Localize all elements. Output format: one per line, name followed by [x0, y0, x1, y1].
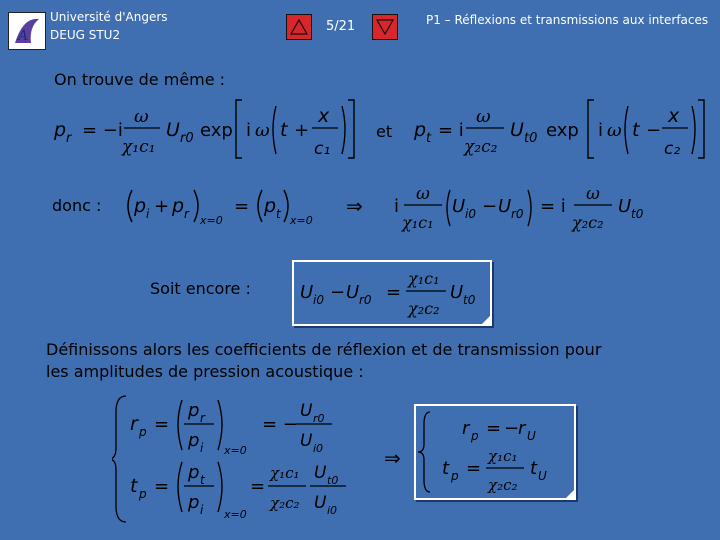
- svg-text:U: U: [452, 196, 466, 217]
- equation-pt: [412, 96, 712, 170]
- equation-pr: [52, 96, 362, 170]
- course-name: DEUG STU2: [50, 28, 121, 42]
- svg-text:= i: = i: [438, 120, 464, 141]
- svg-text:t: t: [530, 458, 538, 479]
- svg-text:i: i: [200, 441, 204, 455]
- implies-arrow: ⇒: [346, 194, 363, 218]
- svg-text:=: =: [386, 282, 402, 303]
- svg-text:−: −: [482, 196, 498, 217]
- svg-text:χ₁c₁: χ₁c₁: [488, 447, 518, 465]
- svg-text:p: p: [414, 119, 427, 141]
- svg-text:χ₂c₂: χ₂c₂: [488, 476, 518, 494]
- svg-text:U: U: [538, 469, 547, 483]
- svg-text:U: U: [450, 282, 464, 303]
- svg-text:i: i: [246, 120, 252, 141]
- svg-text:r: r: [200, 411, 205, 425]
- svg-text:U: U: [346, 282, 360, 303]
- svg-text:=: =: [250, 476, 266, 497]
- svg-text:t0: t0: [631, 207, 644, 221]
- svg-text:p: p: [188, 462, 200, 483]
- svg-text:i: i: [394, 196, 400, 217]
- svg-text:t0: t0: [327, 474, 339, 487]
- svg-text:t: t: [426, 131, 432, 146]
- page-fold-corner: [480, 314, 492, 326]
- svg-text:A: A: [18, 28, 29, 44]
- svg-text:=: =: [466, 458, 482, 479]
- svg-text:exp: exp: [546, 120, 579, 141]
- svg-text:r: r: [518, 418, 526, 439]
- svg-text:χ₂c₂: χ₂c₂: [408, 299, 440, 318]
- svg-text:=: =: [154, 476, 170, 497]
- svg-text:t: t: [442, 458, 450, 479]
- svg-text:ω: ω: [607, 120, 622, 141]
- svg-text:χ₂c₂: χ₂c₂: [464, 137, 498, 157]
- svg-text:ω: ω: [134, 106, 149, 127]
- svg-text:χ₁c₁: χ₁c₁: [402, 213, 434, 232]
- svg-text:p: p: [139, 487, 147, 501]
- svg-text:+: +: [154, 196, 170, 217]
- svg-text:ω: ω: [416, 184, 430, 204]
- svg-text:i0: i0: [313, 293, 324, 307]
- svg-text:r: r: [462, 418, 470, 439]
- svg-text:c₂: c₂: [664, 139, 681, 159]
- svg-text:U: U: [300, 431, 313, 451]
- svg-text:x: x: [318, 105, 330, 127]
- svg-text:t: t: [130, 475, 138, 497]
- svg-text:x=0: x=0: [224, 444, 247, 457]
- svg-text:r0: r0: [313, 412, 325, 425]
- svg-text:p: p: [471, 429, 479, 443]
- svg-text:p: p: [134, 195, 147, 217]
- svg-text:t: t: [200, 473, 205, 487]
- svg-text:p: p: [188, 430, 200, 451]
- svg-text:p: p: [139, 425, 147, 439]
- donc-text: donc :: [52, 196, 102, 215]
- svg-text:r0: r0: [180, 131, 194, 146]
- svg-text:+: +: [294, 120, 310, 141]
- svg-text:p: p: [188, 492, 200, 513]
- svg-text:r: r: [130, 413, 138, 435]
- equation-continuity: [122, 184, 322, 234]
- svg-text:x: x: [668, 105, 680, 127]
- svg-text:p: p: [264, 195, 277, 217]
- svg-text:i: i: [598, 120, 604, 141]
- svg-text:t: t: [276, 207, 281, 221]
- svg-text:x=0: x=0: [290, 214, 313, 227]
- svg-text:−: −: [646, 120, 662, 141]
- svg-text:U: U: [510, 119, 524, 141]
- svg-text:−: −: [330, 282, 346, 303]
- svg-text:x=0: x=0: [200, 214, 223, 227]
- svg-text:i: i: [146, 207, 150, 221]
- svg-text:p: p: [451, 469, 459, 483]
- next-slide-button[interactable]: [372, 14, 398, 40]
- svg-text:t: t: [632, 119, 640, 141]
- university-name: Université d'Angers: [50, 10, 168, 24]
- svg-text:χ₁c₁: χ₁c₁: [408, 269, 440, 288]
- svg-text:χ₂c₂: χ₂c₂: [270, 494, 300, 512]
- svg-text:ω: ω: [476, 106, 491, 127]
- svg-text:=: =: [154, 414, 170, 435]
- svg-text:U: U: [618, 196, 632, 217]
- triangle-up-icon: [290, 19, 308, 35]
- svg-text:r: r: [184, 207, 189, 221]
- definition-line-1: Définissons alors les coefficients de réflexion et de transmission pour: [46, 340, 602, 359]
- svg-text:p: p: [188, 400, 200, 421]
- triangle-down-icon: [376, 19, 394, 35]
- svg-text:p: p: [172, 195, 185, 217]
- svg-text:ω: ω: [586, 184, 600, 204]
- result-box: [414, 404, 576, 500]
- previous-slide-button[interactable]: [286, 14, 312, 40]
- svg-text:U: U: [314, 463, 327, 483]
- svg-text:U: U: [166, 119, 180, 141]
- svg-text:t0: t0: [524, 131, 538, 146]
- svg-text:i0: i0: [465, 207, 476, 221]
- svg-text:t0: t0: [463, 293, 476, 307]
- university-logo-icon: [8, 12, 46, 50]
- definition-line-2: les amplitudes de pression acoustique :: [46, 362, 364, 381]
- slide-title: P1 – Réflexions et transmissions aux interfaces: [426, 13, 709, 27]
- boxed-equation: [292, 260, 492, 326]
- coefficient-system: [112, 392, 362, 530]
- svg-text:=: =: [486, 418, 502, 439]
- svg-text:U: U: [300, 401, 313, 421]
- svg-text:= −i: = −i: [82, 120, 123, 141]
- page-fold-corner: [564, 488, 576, 500]
- svg-text:i: i: [200, 503, 204, 517]
- intro-text: On trouve de même :: [54, 70, 226, 89]
- svg-text:U: U: [314, 493, 327, 513]
- svg-text:exp: exp: [200, 120, 233, 141]
- svg-text:x=0: x=0: [224, 508, 247, 521]
- svg-text:= −: = −: [262, 414, 298, 435]
- svg-text:r0: r0: [359, 293, 372, 307]
- svg-text:χ₁c₁: χ₁c₁: [270, 464, 300, 482]
- soit-text: Soit encore :: [150, 279, 251, 298]
- svg-text:t: t: [280, 119, 288, 141]
- svg-text:= i: = i: [540, 196, 566, 217]
- svg-text:U: U: [498, 196, 512, 217]
- page-counter: 5/21: [326, 19, 356, 34]
- svg-text:r0: r0: [511, 207, 524, 221]
- equation-velocity: [392, 182, 662, 242]
- implies-arrow-2: ⇒: [384, 446, 401, 470]
- svg-text:ω: ω: [255, 120, 270, 141]
- svg-text:r: r: [66, 131, 72, 146]
- svg-text:i0: i0: [313, 442, 324, 455]
- svg-text:i0: i0: [327, 504, 338, 517]
- svg-text:=: =: [234, 196, 250, 217]
- svg-text:p: p: [54, 119, 67, 141]
- svg-text:U: U: [300, 282, 314, 303]
- svg-text:χ₂c₂: χ₂c₂: [572, 213, 604, 232]
- svg-text:χ₁c₁: χ₁c₁: [122, 137, 156, 157]
- svg-text:U: U: [527, 429, 536, 443]
- svg-text:c₁: c₁: [314, 139, 331, 159]
- svg-text:−: −: [504, 418, 520, 439]
- and-text: et: [376, 122, 393, 141]
